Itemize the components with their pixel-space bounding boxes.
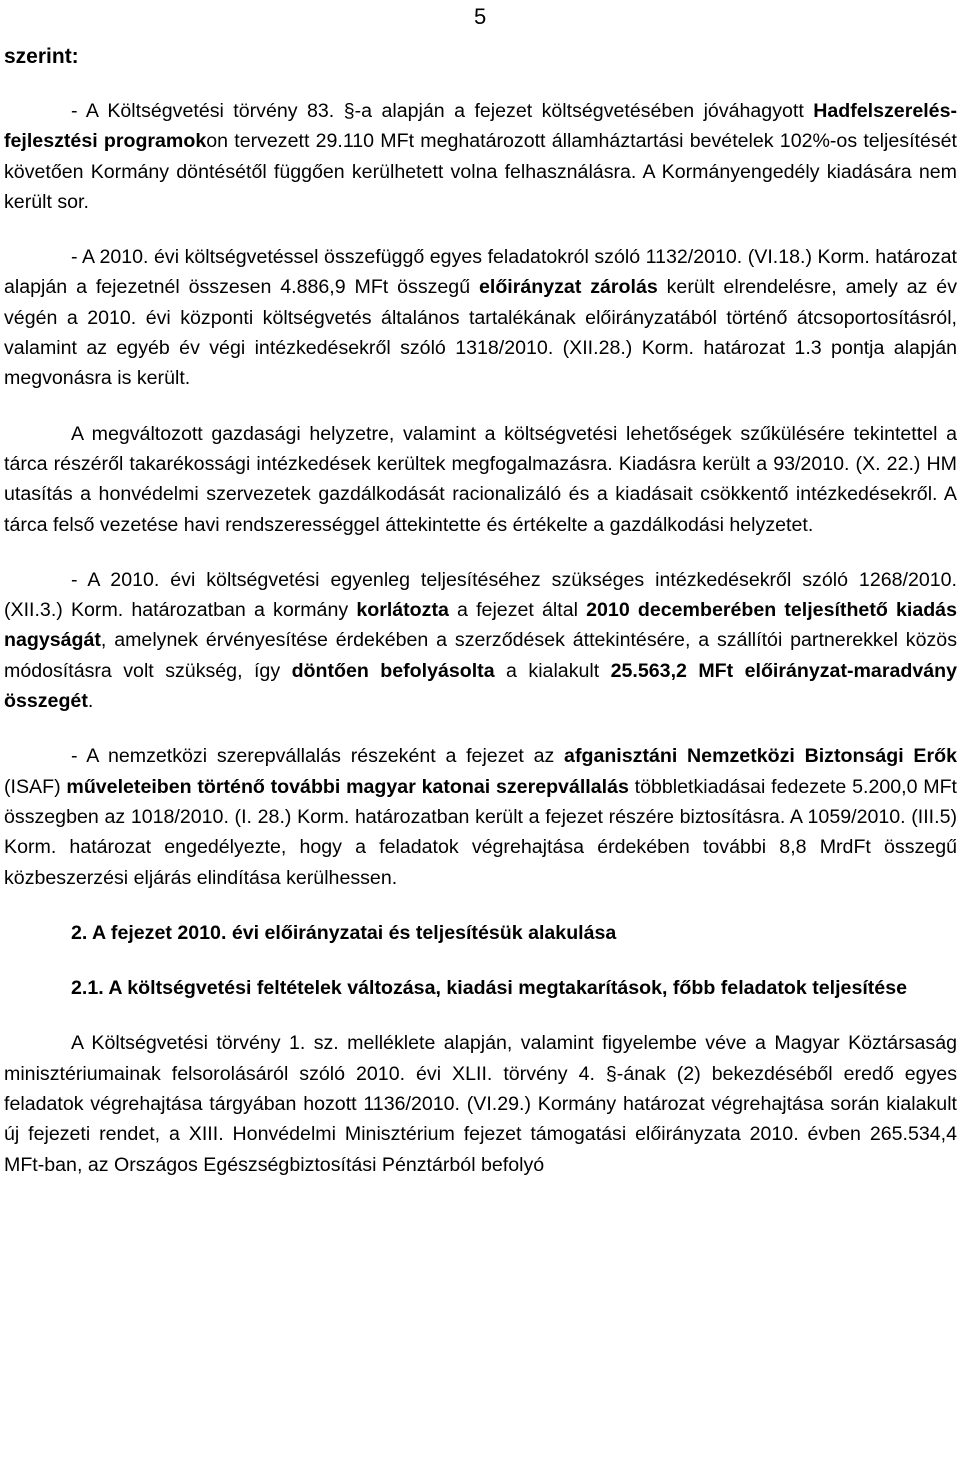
text-run: on tervezett 29.110 MFt meghatározott államháztartási bevételek 102%-os teljesítését követően Kormány döntésétől függően kerülhetett volna felhasználásra. A Kormányengedély kiadására nem került sor. bbox=[4, 130, 958, 213]
paragraph-zarolas bbox=[4, 242, 957, 393]
text-run: - A 2010. évi költségvetési egyenleg teljesítéséhez szükséges intézkedésekről szóló 1268/2010. (XII.3.) Korm. határozatban a kormány bbox=[4, 568, 957, 622]
section-heading-continued: szerint: bbox=[4, 45, 79, 68]
bold-phrase: 2010 decemberében teljesíthető kiadás nagyságát bbox=[4, 599, 957, 652]
bold-phrase: előirányzat zárolás bbox=[478, 276, 658, 299]
bold-phrase: afganisztáni Nemzetközi Biztonsági Erők bbox=[564, 745, 957, 768]
text-run: - A nemzetközi szerepvállalás részeként a fejezet az bbox=[71, 745, 565, 768]
paragraph-koltsegvetesi-torveny bbox=[4, 1028, 957, 1179]
paragraph-egyenleg bbox=[4, 565, 957, 716]
text-run: többletkiadásai fedezete 5.200,0 MFt összegben az 1018/2010. (I. 28.) Korm. határozatban került a fejezet részére biztosításra. A 1059/2010. (III.5) Korm. határozat engedélyezte, hogy a feladatok végrehajtása érdekében további 8,8 MrdFt összegű közbeszerzési eljárás elindítása kerülhessen. bbox=[4, 775, 957, 889]
text-run: A Költségvetési törvény 1. sz. melléklete alapján, valamint figyelembe véve a Magyar Köztársaság minisztériumainak felsorolásáról szóló 2010. évi XLII. törvény 4. §-ának (2) bekezdéséből eredő egyes feladatok végrehajtása tárgyában hozott 1136/2010. (VI.29.) Kormány határozat végrehajtása során kialakult új fejezeti rendet, a XIII. Honvédelmi Minisztérium fejezet támogatási előirányzata 2010. évben 265.534,4 MFt-ban, az Országos Egészségbiztosítási Pénztárból befolyó bbox=[4, 1032, 957, 1176]
bold-phrase: korlátozta bbox=[356, 599, 449, 622]
heading-2-1: 2.1. A költségvetési feltételek változása, kiadási megtakarítások, főbb feladatok teljesítése bbox=[71, 977, 907, 1000]
text-run: (ISAF) bbox=[4, 775, 67, 798]
paragraph-takarekossag bbox=[4, 419, 957, 540]
text-run: a fejezet által bbox=[448, 599, 587, 622]
bold-phrase: döntően befolyásolta bbox=[291, 659, 495, 682]
page-number: 5 bbox=[474, 4, 487, 29]
bold-phrase: Hadfelszerelés-fejlesztési programok bbox=[4, 100, 957, 153]
text-run: A megváltozott gazdasági helyzetre, valamint a költségvetési lehetőségek szűkülésére tekintettel a tárca részéről takarékossági intézkedések kerültek megfogalmazásra. Kiadásra került a 93/2010. (X. 22.) HM utasítás a honvédelmi szervezetek gazdálkodását racionalizáló és a kiadásait csökkentő intézkedésekről. A tárca felső vezetése havi rendszerességgel áttekintette és értékelte a gazdálkodási helyzetet. bbox=[4, 422, 957, 536]
document-body bbox=[4, 96, 957, 1180]
paragraph-hadfelszereles bbox=[4, 96, 957, 217]
heading-2: 2. A fejezet 2010. évi előirányzatai és teljesítésük alakulása bbox=[71, 921, 617, 944]
text-run: - A 2010. évi költségvetéssel összefüggő egyes feladatokról szóló 1132/2010. (VI.18.) Korm. határozat alapján a fejezetnél összesen 4.886,9 MFt összegű bbox=[4, 246, 957, 299]
paragraph-isaf bbox=[4, 741, 957, 892]
text-run: . bbox=[87, 690, 94, 713]
text-run: - A Költségvetési törvény 83. §-a alapján a fejezet költségvetésében jóváhagyott bbox=[71, 100, 814, 122]
bold-phrase: műveleteiben történő további magyar katonai szerepvállalás bbox=[66, 775, 629, 798]
text-run: került elrendelésre, amely az év végén a 2010. évi központi költségvetés általános tartalékának előirányzatából történő átcsoportosításról, valamint az egyéb év végi intézkedésekről szóló 1318/2010. (XII.28.) Korm. határozat 1.3 pontja alapján megvonásra is került. bbox=[4, 276, 957, 390]
text-run: a kialakult bbox=[494, 659, 611, 682]
text-run: , amelynek érvényesítése érdekében a szerződések áttekintésére, a szállítói partnerekkel közös módosításra volt szükség, így bbox=[4, 629, 957, 682]
bold-phrase: 25.563,2 MFt előirányzat-maradvány összegét bbox=[4, 659, 957, 713]
